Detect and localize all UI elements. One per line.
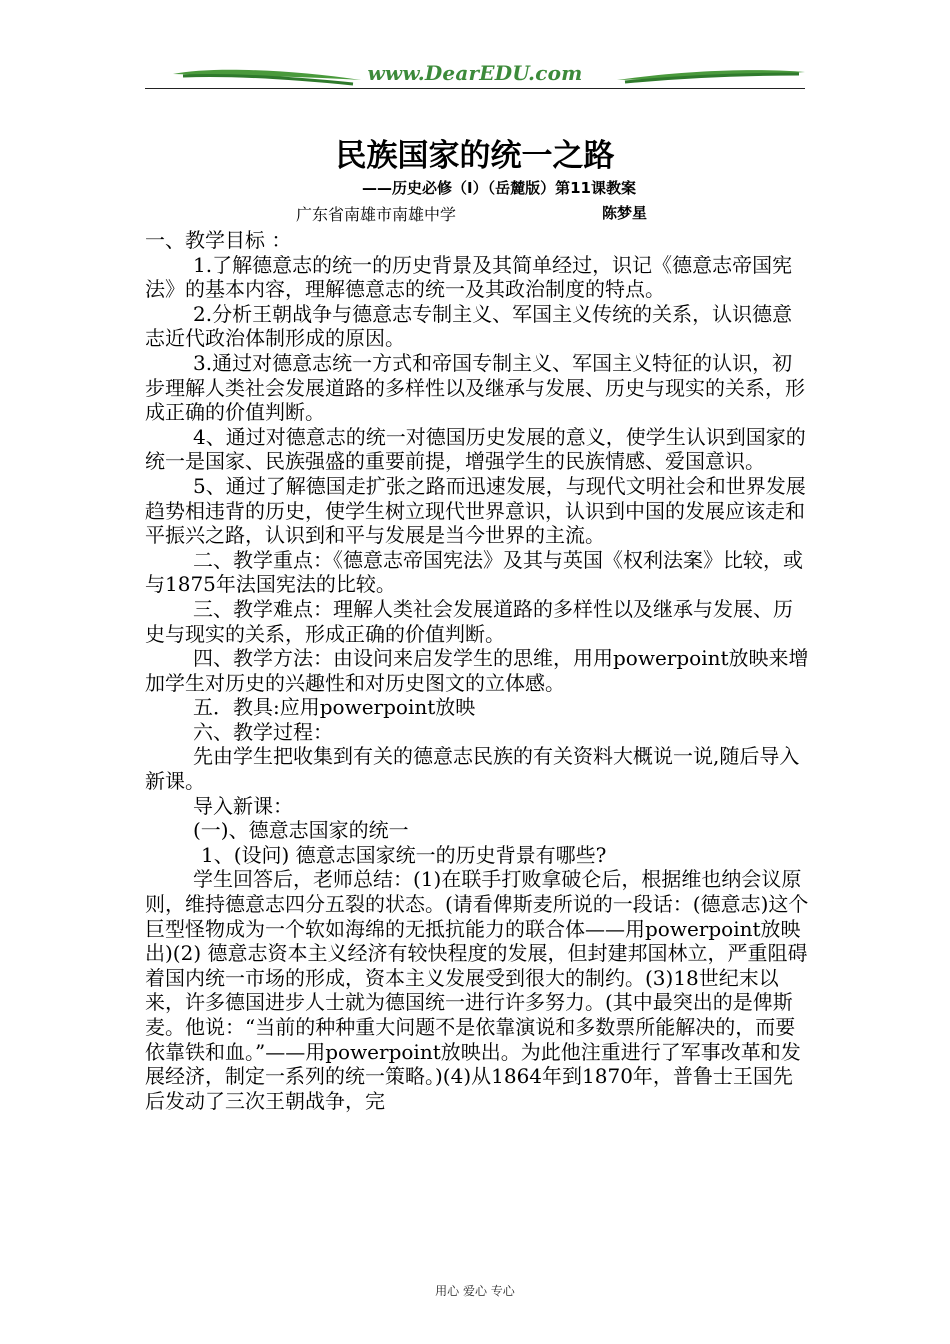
paragraph: 六、教学过程：: [193, 719, 333, 744]
section-heading: 一、教学目标 ：: [145, 228, 292, 252]
paragraph: 1.了解德意志的统一的历史背景及其简单经过，识记《德意志帝国宪法》的基本内容，理解德意志的统一及其政治制度的特点。: [145, 252, 793, 302]
document-body: [145, 228, 810, 1113]
school-name: 广东省南雄市南雄中学: [296, 205, 457, 224]
document-subtitle: ——历史必修（Ⅰ）（岳麓版）第11课教案: [362, 179, 636, 197]
site-url: www.DearEDU.com: [367, 61, 583, 85]
paragraph: 二、教学重点：《德意志帝国宪法》及其与英国《权利法案》比较，或与1875年法国宪法的比较。: [145, 547, 803, 597]
paragraph: 3.通过对德意志统一方式和帝国专制主义、军国主义特征的认识，初步理解人类社会发展道路的多样性以及继承与发展、历史与现实的关系，形成正确的价值判断。: [145, 350, 805, 425]
paragraph: 5、通过了解德国走扩张之路而迅速发展，与现代文明社会和世界发展趋势相违背的历史，使学生树立现代世界意识，认识到中国的发展应该走和平振兴之路，认识到和平与发展是当今世界的主流。: [145, 473, 806, 548]
paragraph: 先由学生把收集到有关的德意志民族的有关资料大概说一说,随后导入新课。: [145, 744, 800, 794]
paragraph: 五．教具:应用powerpoint放映: [193, 695, 476, 720]
paragraph: 2.分析王朝战争与德意志专制主义、军国主义传统的关系，认识德意志近代政治体制形成的原因。: [145, 301, 793, 351]
green-swoosh-right-icon: [617, 66, 807, 88]
header-rule: [145, 88, 805, 89]
paragraph: 1、(设问) 德意志国家统一的历史背景有哪些?: [201, 842, 607, 867]
paragraph: 三、教学难点：理解人类社会发展道路的多样性以及继承与发展、历史与现实的关系，形成正确的价值判断。: [145, 596, 793, 646]
paragraph: 4、通过对德意志的统一对德国历史发展的意义，使学生认识到国家的统一是国家、民族强盛的重要前提，增强学生的民族情感、爱国意识。: [145, 424, 806, 474]
page-footer: 用心 爱心 专心: [435, 1284, 515, 1298]
paragraph: 学生回答后，老师总结：(1)在联手打败拿破仑后，根据维也纳会议原则，维持德意志四分五裂的状态。(请看俾斯麦所说的一段话：(德意志)这个巨型怪物成为一个软如海绵的无抵抗能力的联合体——用powerpoint放映出)(2) 德意志资本主义经济有较快程度的发展，但封建邦国林立，严重阻碍着国内统一市场的形成，资本主义发展受到很大的制约。(3)18世纪末以来，许多德国进步人士就为德国统一进行许多努力。(其中最突出的是俾斯麦。他说：“当前的种种重大问题不是依靠演说和多数票所能解决的，而要依靠铁和血。”——用powerpoint放映出。为此他注重进行了军事改革和发展经济，制定一系列的统一策略。)(4)从1864年到1870年，普鲁士王国先后发动了三次王朝战争，完: [145, 867, 809, 1113]
paragraph: 导入新课：: [193, 793, 293, 818]
paragraph: 四、教学方法：由设问来启发学生的思维，用用powerpoint放映来增加学生对历史的兴趣性和对历史图文的立体感。: [145, 646, 809, 695]
author-name: 陈梦星: [602, 204, 648, 222]
paragraph: (一)、德意志国家的统一: [193, 818, 409, 843]
document-title: 民族国家的统一之路: [335, 138, 615, 174]
